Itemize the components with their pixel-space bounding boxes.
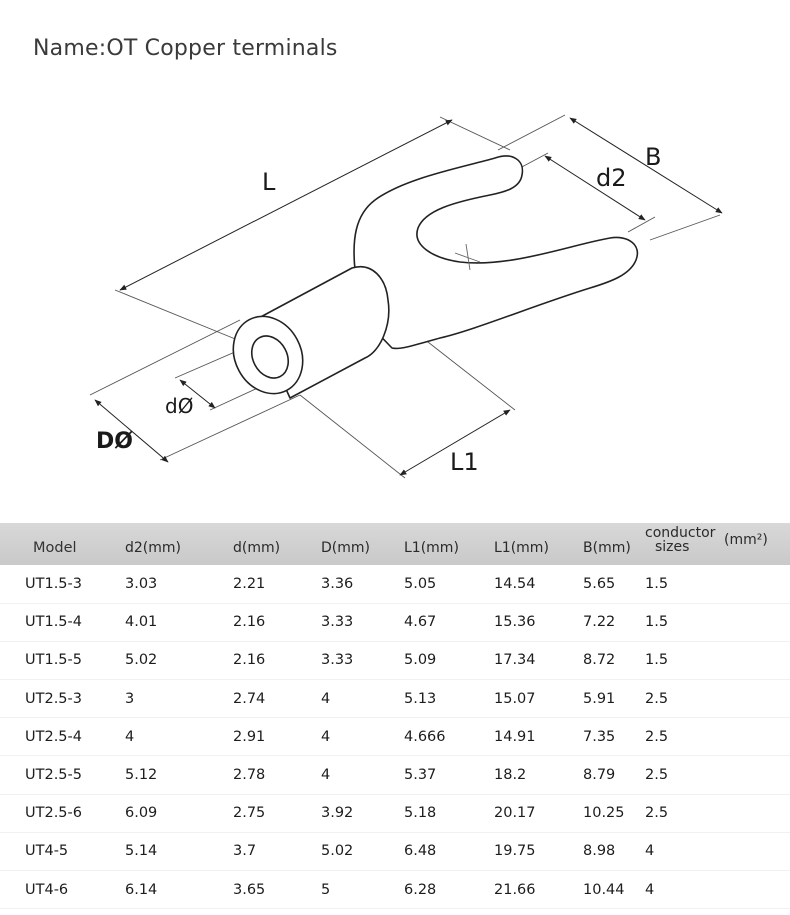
table-row	[0, 794, 790, 832]
cell-l1-a: 6.48	[404, 843, 437, 860]
cell-l1-b: 14.54	[494, 575, 536, 592]
header-l1-b: L1(mm)	[494, 540, 549, 556]
cell-l1-b: 15.07	[494, 690, 536, 707]
cell-d2: 6.14	[125, 881, 158, 898]
cell-conductor-size: 1.5	[645, 614, 669, 631]
table-row	[0, 680, 790, 718]
cell-b: 7.35	[583, 728, 616, 745]
cell-d2: 5.02	[125, 652, 158, 669]
terminal-dimension-diagram	[0, 95, 790, 515]
header-b: B(mm)	[583, 540, 631, 556]
cell-d: 2.75	[233, 805, 266, 822]
cell-d2: 3	[125, 690, 135, 707]
cell-conductor-size: 4	[645, 843, 655, 860]
cell-conductor-size: 4	[645, 881, 655, 898]
table-row	[0, 641, 790, 679]
cell-d2: 5.14	[125, 843, 158, 860]
cell-D: 4	[321, 767, 331, 784]
specification-table	[0, 523, 790, 909]
table-row	[0, 832, 790, 870]
cell-D: 3.33	[321, 652, 354, 669]
cell-l1-b: 17.34	[494, 652, 536, 669]
cell-model: UT2.5-6	[25, 805, 82, 822]
cell-l1-b: 18.2	[494, 767, 527, 784]
table-row	[0, 756, 790, 794]
cell-l1-b: 14.91	[494, 728, 536, 745]
conductor-label: conductor	[645, 525, 716, 541]
cell-conductor-size: 2.5	[645, 690, 669, 707]
cell-d2: 3.03	[125, 575, 158, 592]
header-conductor-sizes	[645, 523, 790, 565]
cell-d2: 4.01	[125, 614, 158, 631]
table-row	[0, 871, 790, 909]
table-row	[0, 565, 790, 603]
cell-d2: 6.09	[125, 805, 158, 822]
header-d: d(mm)	[233, 540, 281, 556]
cell-model: UT4-5	[25, 843, 69, 860]
cell-b: 8.79	[583, 767, 616, 784]
table-row	[0, 603, 790, 641]
cell-l1-a: 5.05	[404, 575, 437, 592]
cell-model: UT2.5-3	[25, 690, 82, 707]
header-l1-a: L1(mm)	[404, 540, 459, 556]
cell-l1-a: 6.28	[404, 881, 437, 898]
cell-l1-a: 5.13	[404, 690, 437, 707]
cell-D: 3.92	[321, 805, 354, 822]
cell-l1-a: 5.09	[404, 652, 437, 669]
label-L1: L1	[450, 448, 479, 476]
cell-model: UT1.5-5	[25, 652, 82, 669]
cell-model: UT4-6	[25, 881, 69, 898]
label-D: DØ	[96, 429, 133, 454]
cell-conductor-size: 2.5	[645, 728, 669, 745]
header-D: D(mm)	[321, 540, 370, 556]
cell-l1-a: 5.37	[404, 767, 437, 784]
cell-conductor-size: 2.5	[645, 767, 669, 784]
cell-conductor-size: 1.5	[645, 652, 669, 669]
cell-d: 2.16	[233, 614, 266, 631]
cell-d2: 4	[125, 728, 135, 745]
header-d2: d2(mm)	[125, 540, 181, 556]
cell-l1-a: 4.67	[404, 614, 437, 631]
cell-D: 4	[321, 728, 331, 745]
cell-conductor-size: 2.5	[645, 805, 669, 822]
cell-D: 3.36	[321, 575, 354, 592]
cell-b: 10.25	[583, 805, 625, 822]
cell-model: UT1.5-3	[25, 575, 82, 592]
page-title: Name:OT Copper terminals	[33, 36, 338, 61]
conductor-unit: (mm²)	[724, 532, 768, 548]
terminal-drawing	[0, 95, 790, 515]
cell-l1-b: 19.75	[494, 843, 536, 860]
cell-l1-a: 5.18	[404, 805, 437, 822]
cell-d: 2.21	[233, 575, 266, 592]
cell-D: 5	[321, 881, 331, 898]
label-B: B	[645, 143, 662, 171]
cell-b: 8.98	[583, 843, 616, 860]
cell-D: 3.33	[321, 614, 354, 631]
table-body	[0, 565, 790, 909]
label-d2: d2	[596, 164, 627, 192]
cell-b: 7.22	[583, 614, 616, 631]
header-model: Model	[33, 540, 77, 556]
cell-D: 4	[321, 690, 331, 707]
cell-d: 3.65	[233, 881, 266, 898]
cell-model: UT1.5-4	[25, 614, 82, 631]
cell-model: UT2.5-5	[25, 767, 82, 784]
cell-d: 2.91	[233, 728, 266, 745]
table-row	[0, 718, 790, 756]
label-d: dØ	[165, 394, 194, 418]
cell-l1-b: 15.36	[494, 614, 536, 631]
cell-l1-b: 20.17	[494, 805, 536, 822]
table-header-row	[0, 523, 790, 565]
cell-model: UT2.5-4	[25, 728, 82, 745]
cell-b: 5.65	[583, 575, 616, 592]
cell-d: 2.16	[233, 652, 266, 669]
cell-d2: 5.12	[125, 767, 158, 784]
cell-d: 3.7	[233, 843, 257, 860]
cell-d: 2.78	[233, 767, 266, 784]
label-L: L	[262, 168, 276, 196]
cell-b: 5.91	[583, 690, 616, 707]
cell-l1-b: 21.66	[494, 881, 536, 898]
cell-b: 10.44	[583, 881, 625, 898]
cell-conductor-size: 1.5	[645, 575, 669, 592]
sizes-label: sizes	[655, 539, 690, 555]
terminal-body	[220, 156, 637, 406]
cell-b: 8.72	[583, 652, 616, 669]
cell-d: 2.74	[233, 690, 266, 707]
cell-D: 5.02	[321, 843, 354, 860]
cell-l1-a: 4.666	[404, 728, 446, 745]
